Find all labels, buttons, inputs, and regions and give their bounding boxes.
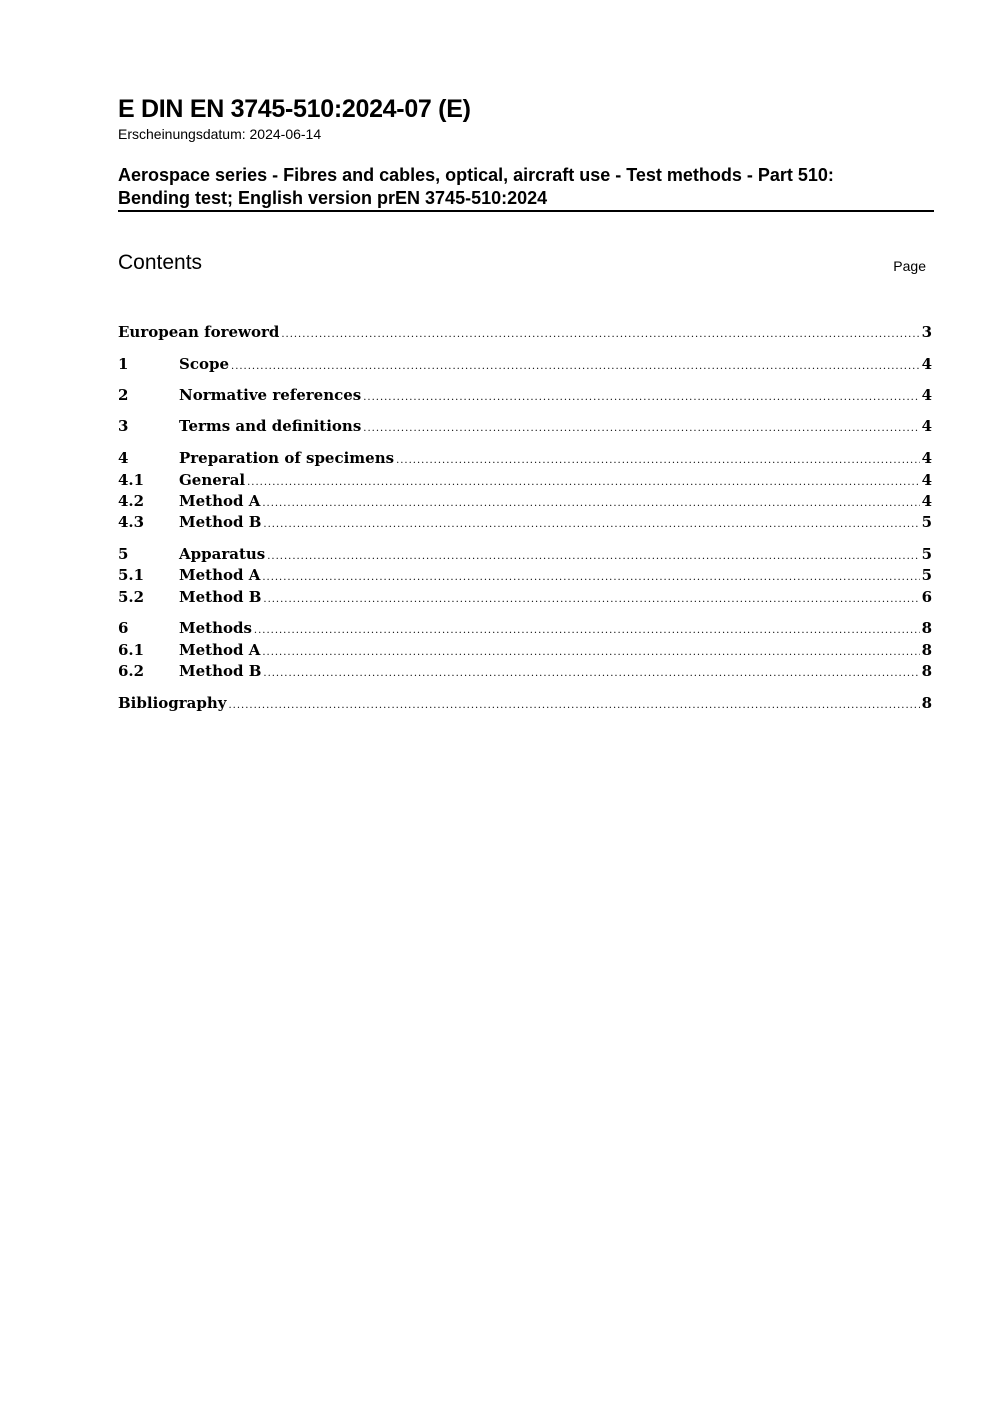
toc-entry-page: 5 <box>921 513 932 531</box>
toc-entry-title: Methods <box>179 619 252 637</box>
toc-entry-number: 3 <box>118 417 129 435</box>
toc-entry-terms-and-definitions[interactable] <box>118 416 932 436</box>
toc-dot-leader <box>281 325 919 345</box>
toc-dot-leader <box>267 547 919 567</box>
toc-dot-leader <box>254 621 920 641</box>
toc-dot-leader <box>262 568 919 588</box>
toc-entry-number: 5.2 <box>118 588 145 606</box>
toc-dot-leader <box>263 515 919 535</box>
toc-dot-leader <box>231 357 920 377</box>
toc-entry-number: 2 <box>118 386 129 404</box>
toc-entry-page: 3 <box>921 323 932 341</box>
toc-entry-title: Method A <box>179 492 261 510</box>
toc-dot-leader <box>262 643 919 663</box>
toc-entry-method-b[interactable] <box>118 661 932 681</box>
toc-entry-page: 8 <box>921 619 932 637</box>
toc-entry-general[interactable] <box>118 470 932 490</box>
toc-entry-method-b[interactable] <box>118 587 932 607</box>
toc-entry-apparatus[interactable] <box>118 544 932 564</box>
toc-entry-page: 8 <box>921 641 932 659</box>
toc-entry-title: Bibliography <box>118 694 227 712</box>
toc-entry-scope[interactable] <box>118 354 932 374</box>
toc-entry-normative-references[interactable] <box>118 385 932 405</box>
toc-entry-title: Method B <box>179 588 262 606</box>
toc-entry-title: Normative references <box>179 386 362 404</box>
toc-entry-european-foreword[interactable] <box>118 322 932 342</box>
toc-entry-page: 4 <box>921 355 932 373</box>
document-id: E DIN EN 3745-510:2024-07 (E) <box>118 95 471 123</box>
toc-entry-bibliography[interactable] <box>118 693 932 713</box>
toc-entry-title: European foreword <box>118 323 280 341</box>
toc-entry-preparation-of-specimens[interactable] <box>118 448 932 468</box>
toc-entry-page: 4 <box>921 471 932 489</box>
toc-entry-number: 4.2 <box>118 492 145 510</box>
toc-entry-number: 5 <box>118 545 129 563</box>
toc-dot-leader <box>263 590 919 610</box>
toc-entry-number: 1 <box>118 355 129 373</box>
publication-date: Erscheinungsdatum: 2024-06-14 <box>118 126 322 142</box>
toc-entry-number: 6.1 <box>118 641 145 659</box>
toc-entry-title: Method A <box>179 566 261 584</box>
toc-entry-title: General <box>179 471 246 489</box>
toc-entry-page: 8 <box>921 662 932 680</box>
toc-entry-page: 8 <box>921 694 932 712</box>
toc-entry-title: Scope <box>179 355 230 373</box>
toc-entry-page: 5 <box>921 566 932 584</box>
toc-entry-number: 4.3 <box>118 513 145 531</box>
document-title-line-1: Aerospace series - Fibres and cables, optical, aircraft use - Test methods - Part 510: <box>118 165 834 185</box>
toc-dot-leader <box>262 494 919 514</box>
toc-entry-method-b[interactable] <box>118 512 932 532</box>
toc-entry-page: 5 <box>921 545 932 563</box>
toc-entry-page: 4 <box>921 449 932 467</box>
toc-entry-number: 4 <box>118 449 129 467</box>
toc-entry-title: Method A <box>179 641 261 659</box>
toc-dot-leader <box>263 664 919 684</box>
page-column-label: Page <box>893 258 926 274</box>
toc-entry-page: 4 <box>921 386 932 404</box>
toc-dot-leader <box>396 451 919 471</box>
toc-entry-method-a[interactable] <box>118 491 932 511</box>
toc-entry-title: Method B <box>179 513 262 531</box>
toc-dot-leader <box>229 696 920 716</box>
toc-entry-page: 6 <box>921 588 932 606</box>
toc-entry-number: 5.1 <box>118 566 145 584</box>
toc-entry-number: 4.1 <box>118 471 145 489</box>
toc-entry-title: Preparation of specimens <box>179 449 395 467</box>
toc-entry-title: Terms and definitions <box>179 417 362 435</box>
toc-dot-leader <box>363 388 919 408</box>
toc-entry-method-a[interactable] <box>118 565 932 585</box>
toc-entry-method-a[interactable] <box>118 640 932 660</box>
table-of-contents <box>118 0 932 1403</box>
toc-entry-page: 4 <box>921 417 932 435</box>
toc-entry-title: Method B <box>179 662 262 680</box>
toc-entry-number: 6 <box>118 619 129 637</box>
toc-entry-methods[interactable] <box>118 618 932 638</box>
toc-entry-page: 4 <box>921 492 932 510</box>
toc-entry-title: Apparatus <box>179 545 266 563</box>
toc-entry-number: 6.2 <box>118 662 145 680</box>
toc-dot-leader <box>247 473 919 493</box>
document-title-line-2: Bending test; English version prEN 3745-510:2024 <box>118 188 548 208</box>
contents-heading: Contents <box>118 251 203 274</box>
toc-dot-leader <box>363 419 919 439</box>
